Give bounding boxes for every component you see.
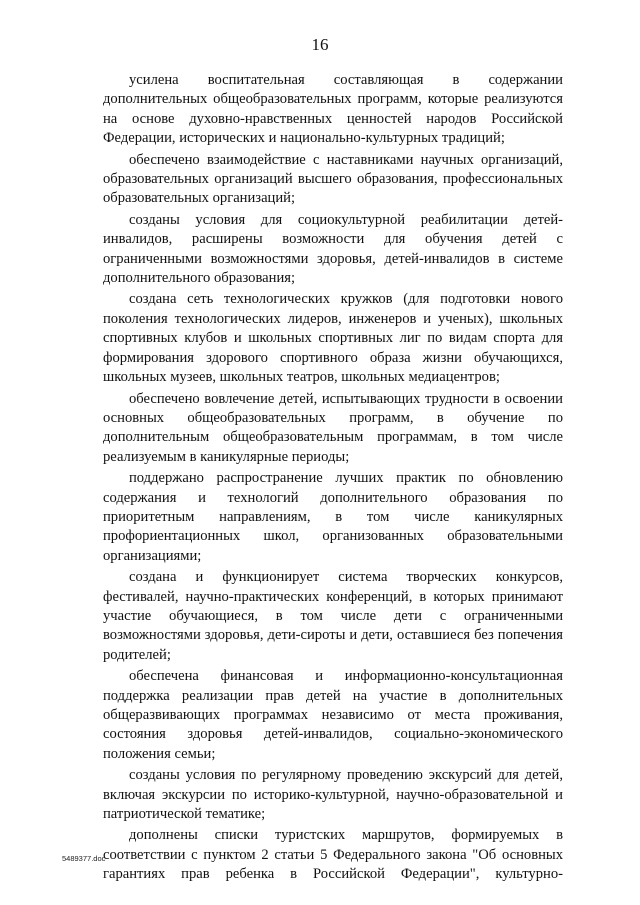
- paragraph: поддержано распространение лучших практик по обновлению содержания и технологий дополнительного образования по приоритетным направлениям, в том числе каникулярных профориентационных школ, организованных образовательными организациями;: [103, 470, 563, 564]
- paragraph: создана и функционирует система творческих конкурсов, фестивалей, научно-практических конференций, в которых принимают участие обучающиеся, в том числе дети с ограниченными возможностями здоровья, дети-сироты и дети, оставшиеся без попечения родителей;: [103, 569, 563, 663]
- page-number: 16: [311, 35, 329, 54]
- paragraph: дополнены списки туристских маршрутов, формируемых в соответствии с пунктом 2 статьи 5 Федерального закона "Об основных гарантиях прав ребенка в Российской Федерации", культурно-: [103, 827, 563, 883]
- paragraph: обеспечено вовлечение детей, испытывающих трудности в освоении основных общеобразовательных программ, в обучение по дополнительным общеобразовательным программам, в том числе реализуемым в каникулярные периоды;: [103, 390, 563, 465]
- paragraph: созданы условия для социокультурной реабилитации детей-инвалидов, расширены возможности для обучения детей с ограниченными возможностями здоровья, детей-инвалидов в системе дополнительного образования;: [103, 211, 563, 287]
- paragraph: создана сеть технологических кружков (для подготовки нового поколения технологических лидеров, инженеров и ученых), школьных спортивных клубов и школьных спортивных лиг по видам спорта для формирования здорового спортивного образа жизни обучающихся, школьных музеев, школьных театров, школьных медиацентров;: [103, 291, 563, 386]
- paragraph: обеспечена финансовая и информационно-консультационная поддержка реализации прав детей на участие в дополнительных общеразвивающих программах независимо от места проживания, состояния здоровья детей-инвалидов, социально-экономического положения семьи;: [103, 668, 563, 762]
- paragraph: созданы условия по регулярному проведению экскурсий для детей, включая экскурсии по историко-культурной, научно-образовательной и патриотической тематике;: [103, 767, 563, 823]
- document-body: [103, 71, 563, 887]
- footer-file-code: 5489377.doc: [62, 854, 106, 863]
- paragraph: обеспечено взаимодействие с наставниками научных организаций, образовательных организаций высшего образования, профессиональных образовательных организаций;: [103, 151, 563, 207]
- paragraph: усилена воспитательная составляющая в содержании дополнительных общеобразовательных программ, которые реализуются на основе духовно-нравственных ценностей народов Российской Федерации, исторических и национально-культурных традиций;: [103, 72, 563, 147]
